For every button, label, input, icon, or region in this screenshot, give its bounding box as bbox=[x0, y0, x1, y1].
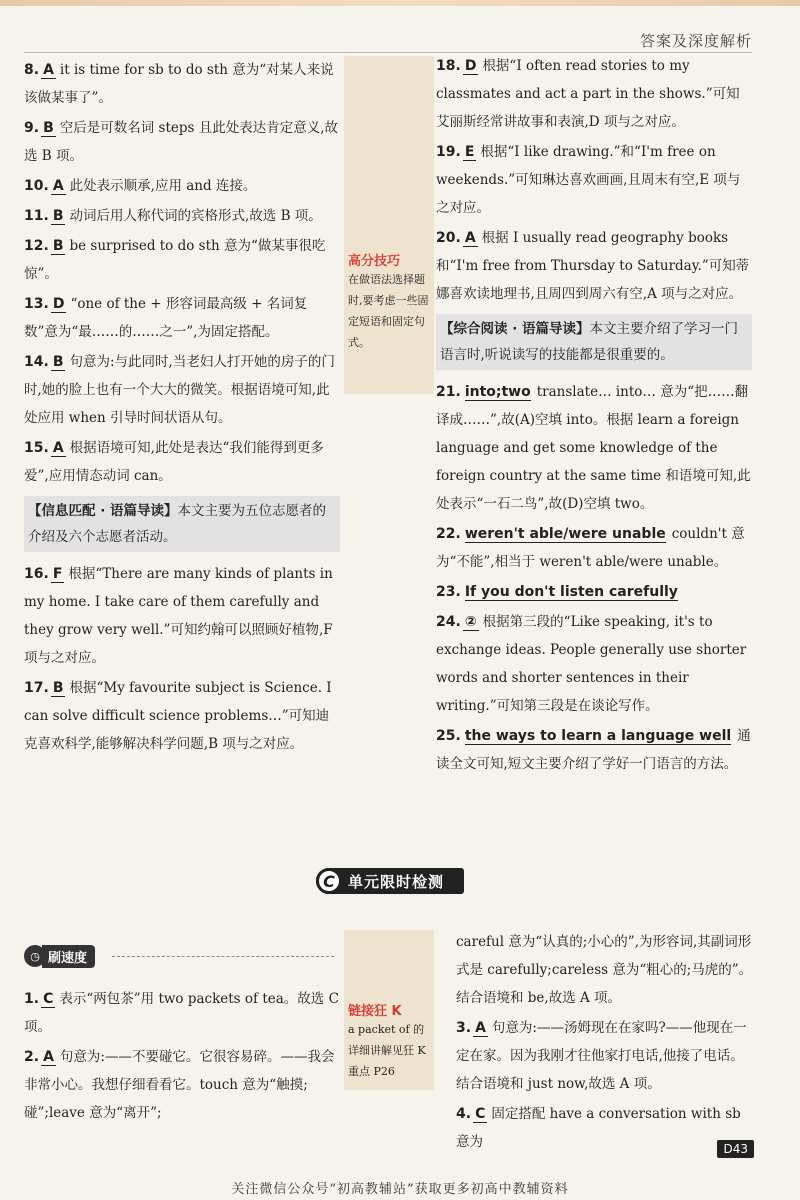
answer-item: 18. D 根据“I often read stories to my classmates and act a part in the shows.”可知艾丽斯经常讲故事和表演,D 项与之对应。 bbox=[436, 58, 740, 130]
answer-item: 16. F 根据“There are many kinds of plants in my home. I take care of them carefully and they grow very well.”可知约翰可以照顾好植物,F 项与之对应。 bbox=[24, 566, 333, 666]
answer-item: 15. A 根据语境可知,此处是表达“我们能得到更多爱”,应用情态动词 can。 bbox=[24, 440, 324, 484]
answer-item: 17. B 根据“My favourite subject is Science. I can solve difficult science problems…”可知迪克喜欢科学,能够解决科学问题,B 项与之对应。 bbox=[24, 680, 332, 752]
section-guide: 【综合阅读 · 语篇导读】本文主要介绍了学习一门语言时,听说读写的技能都是很重要的。 bbox=[436, 314, 752, 370]
bottom-right-column bbox=[456, 928, 756, 1158]
answer-item: 24. ② 根据第三段的“Like speaking, it's to exchange ideas. People generally use shorter words and shorter sentences in their writing.”可知第三段是在谈论写作。 bbox=[436, 614, 747, 714]
speed-divider bbox=[112, 956, 334, 957]
tip-note-body: 在做语法选择题时,要考虑一些固定短语和固定句式。 bbox=[348, 273, 429, 349]
speed-tag bbox=[24, 945, 95, 967]
page-header: 答案及深度解析 bbox=[639, 32, 752, 50]
unit-test-banner bbox=[316, 868, 464, 894]
top-color-strip bbox=[0, 0, 800, 6]
clock-icon: ◷ bbox=[24, 945, 46, 967]
answer-item: 23. If you don't listen carefully bbox=[436, 584, 678, 600]
answer-item: 25. the ways to learn a language well 通读全文可知,短文主要介绍了学好一门语言的方法。 bbox=[436, 728, 751, 772]
answer-item: 13. D “one of the + 形容词最高级 + 名词复数”意为“最……的……之一”,为固定搭配。 bbox=[24, 296, 308, 340]
bottom-left-column bbox=[24, 985, 340, 1129]
answer-item: 11. B 动词后用人称代词的宾格形式,故选 B 项。 bbox=[24, 208, 322, 224]
answer-item: 19. E 根据“I like drawing.”和“I'm free on weekends.”可知琳达喜欢画画,且周末有空,E 项与之对应。 bbox=[436, 144, 741, 216]
answer-item: 2. A 句意为:——不要碰它。它很容易碎。——我会非常小心。我想仔细看看它。touch 意为“触摸;碰”;leave 意为“离开”; bbox=[24, 1049, 335, 1121]
answer-item: 10. A 此处表示顺承,应用 and 连接。 bbox=[24, 178, 257, 194]
link-note bbox=[348, 1000, 434, 1082]
continued-text: careful 意为“认真的;小心的”,为形容词,其副词形式是 carefully;careless 意为“粗心的;马虎的”。结合语境和 be,故选 A 项。 bbox=[456, 934, 753, 1006]
answer-item: 14. B 句意为:与此同时,当老妇人打开她的房子的门时,她的脸上也有一个大大的微笑。根据语境可知,此处应用 when 引导时间状语从句。 bbox=[24, 354, 335, 426]
answer-item: 1. C 表示“两包茶”用 two packets of tea。故选 C 项。 bbox=[24, 991, 339, 1035]
link-note-body: a packet of 的详细讲解见狂 K 重点 P26 bbox=[348, 1023, 426, 1078]
section-guide: 【信息匹配 · 语篇导读】本文主要为五位志愿者的介绍及六个志愿者活动。 bbox=[24, 496, 340, 552]
left-column bbox=[24, 56, 340, 760]
answer-item: 9. B 空后是可数名词 steps 且此处表达肯定意义,故选 B 项。 bbox=[24, 120, 339, 164]
answer-item: 20. A 根据 I usually read geography books 和“I'm free from Thursday to Saturday.”可知蒂娜喜欢读地理书,且周四到周六有空,A 项与之对应。 bbox=[436, 230, 750, 302]
unit-test-label: 单元限时检测 bbox=[348, 872, 445, 891]
right-column bbox=[436, 52, 752, 780]
answer-item: 22. weren't able/were unable couldn't 意为“不能”,相当于 weren't able/were unable。 bbox=[436, 526, 745, 570]
footer-note: 关注微信公众号“初高教辅站”获取更多初高中教辅资料 bbox=[231, 1182, 569, 1197]
tip-note-title: 高分技巧 bbox=[348, 254, 401, 269]
page-number: D43 bbox=[717, 1140, 754, 1158]
speed-label: 刷速度 bbox=[42, 945, 95, 968]
answer-item: 8. A it is time for sb to do sth 意为“对某人来说该做某事了”。 bbox=[24, 62, 334, 106]
answer-item: 12. B be surprised to do sth 意为“做某事很吃惊”。 bbox=[24, 238, 326, 282]
answer-item: 4. C 固定搭配 have a conversation with sb 意为 bbox=[456, 1106, 741, 1150]
answer-item: 3. A 句意为:——汤姆现在在家吗?——他现在一定在家。因为我刚才往他家打电话,他接了电话。结合语境和 just now,故选 A 项。 bbox=[456, 1020, 747, 1092]
link-note-title: 链接狂 K bbox=[348, 1004, 402, 1019]
answer-item: 21. into;two translate… into… 意为“把……翻译成……”,故(A)空填 into。根据 learn a foreign language and get some knowledge of the foreign country at the same time 和语境可知,此处表示“一石二鸟”,故(D)空填 two。 bbox=[436, 384, 751, 512]
tip-note bbox=[348, 250, 434, 353]
c-logo-icon: C bbox=[316, 868, 342, 894]
